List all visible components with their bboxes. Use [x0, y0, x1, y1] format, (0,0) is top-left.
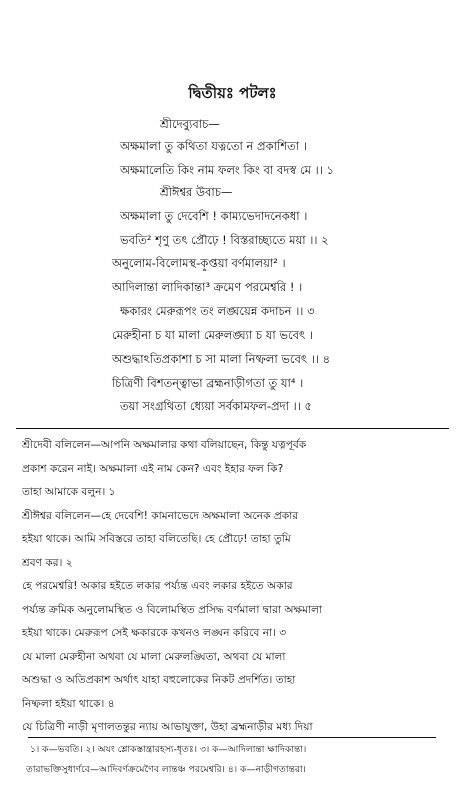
prose-line: যে মালা মেরুহীনা অথবা যে মালা মেরুলঙ্ঘিতা, অথবা যে মালা	[22, 650, 286, 663]
verse-line: ক্ষকারং মেরুরূপং তং লঙ্ঘয়েন্ন কদাচন ।। ৩	[120, 304, 315, 318]
verse-line: আদিলান্তা লাদিকান্তা³ ক্রমেণ পরমেশ্বরি ! ।	[112, 280, 303, 294]
prose-line: যে চিত্রিণী নাড়ী মৃণালতন্তুর ন্যায় আভাযুক্তা, উহা ব্রহ্মনাড়ীর মধ্য দিয়া	[22, 721, 313, 733]
prose-line: নিষ্ফলা হইয়া থাকে। ৪	[22, 697, 115, 710]
footnote-line: ১। ক—ভবতি। ২। অযং শ্লোকস্তান্ত্রারহস্য-ধৃতঃ। ৩। ক—আদিলান্তা ক্ষাদিকান্তা।	[30, 744, 307, 755]
chapter-title: দ্বিতীয়ঃ পটলঃ	[188, 84, 277, 102]
verse-line: অশুদ্ধাঽতিপ্রকাশা চ সা মালা নিষ্ফলা ভবেৎ ।। ৪	[112, 352, 331, 366]
verse-line: তয়া সংগ্রথিতা ধ্যেয়া সর্বকামফল-প্রদা ।। ৫	[120, 399, 312, 413]
prose-line: অশুদ্ধা ও অতিপ্রকাশ অর্থাৎ যাহা বহুলোকের নিকট প্রদর্শিত। তাহা	[22, 674, 296, 686]
verse-line: মেরুহীনা চ যা মালা মেরুলঙ্ঘ্যা চ যা ভবেৎ ।	[112, 328, 313, 342]
prose-line: শ্রীদেবী বলিলেন—আপনি অক্ষমালার কথা বলিয়াছেন, কিন্তু যত্নপূর্বক	[22, 439, 307, 451]
footnote-divider	[28, 737, 436, 738]
speaker-heading: শ্রীদেব্যুবাচ—	[160, 117, 220, 131]
verse-line: অক্ষমালা তু কথিতা যত্নতো ন প্রকাশিতা ।	[120, 139, 307, 153]
prose-line: পর্য্যন্ত ক্রমিক অনুলোমস্থিত ও বিলোমস্থিত প্রসিদ্ধ বর্ণমালা দ্বারা অক্ষমালা	[22, 603, 323, 616]
verse-line: অক্ষমালা তু দেবেশি ! কাম্যভেদাদনেকধা ।	[120, 209, 308, 223]
prose-line: শ্রবণ কর। ২	[22, 556, 73, 569]
prose-line: তাহা আমাকে বলুন। ১	[22, 486, 116, 498]
prose-line: হে পরমেশ্বরি! অকার হইতে লকার পর্য্যন্ত এবং লকার হইতে অকার	[22, 580, 293, 592]
verse-line: চিত্রিণী বিশতন্ত্বাভা ব্রহ্মনাড়ীগতা তু যা⁴ ।	[112, 376, 304, 390]
prose-line: শ্রীঈশ্বর বলিলেন—হে দেবেশি! কামনাভেদে অক্ষমালা অনেক প্রকার	[22, 509, 299, 522]
speaker-heading: শ্রীঈশ্বর উবাচ—	[160, 185, 233, 199]
footnote-line: তারাভক্তিসুধার্ণবে—আদিবর্ণক্রমেণৈব লান্তঞ্চ পরমেশ্বরি। ৪। ক—নাড়ীগতান্তরা।	[26, 764, 306, 775]
verse-line: অক্ষমালেতি কিং নাম ফলং কিং বা বদস্ব মে ।। ১	[120, 163, 334, 177]
verse-line: ভবতি² শৃণু তৎ প্রৌঢ়ে ! বিস্তরাচ্ছ্যতে ময়া ।। ২	[120, 233, 329, 247]
bengali-translation	[22, 434, 447, 740]
prose-line: হইয়া থাকে। আমি সবিস্তরে তাহা বলিতেছি। হে প্রৌঢ়ে! তাহা তুমি	[22, 533, 291, 545]
section-divider	[16, 428, 449, 429]
prose-line: প্রকাশ করেন নাই। অক্ষমালা এই নাম কেন? এবং ইহার ফল কি?	[22, 462, 284, 475]
verse-line: অনুলোম-বিলোমস্থ-কৢপ্তয়া বর্ণমালয়া² ।	[112, 256, 286, 270]
prose-line: হইয়া থাকে। মেরুরূপ সেই ক্ষকারকে কখনও লঙ্ঘন করিবে না। ৩	[22, 627, 287, 639]
